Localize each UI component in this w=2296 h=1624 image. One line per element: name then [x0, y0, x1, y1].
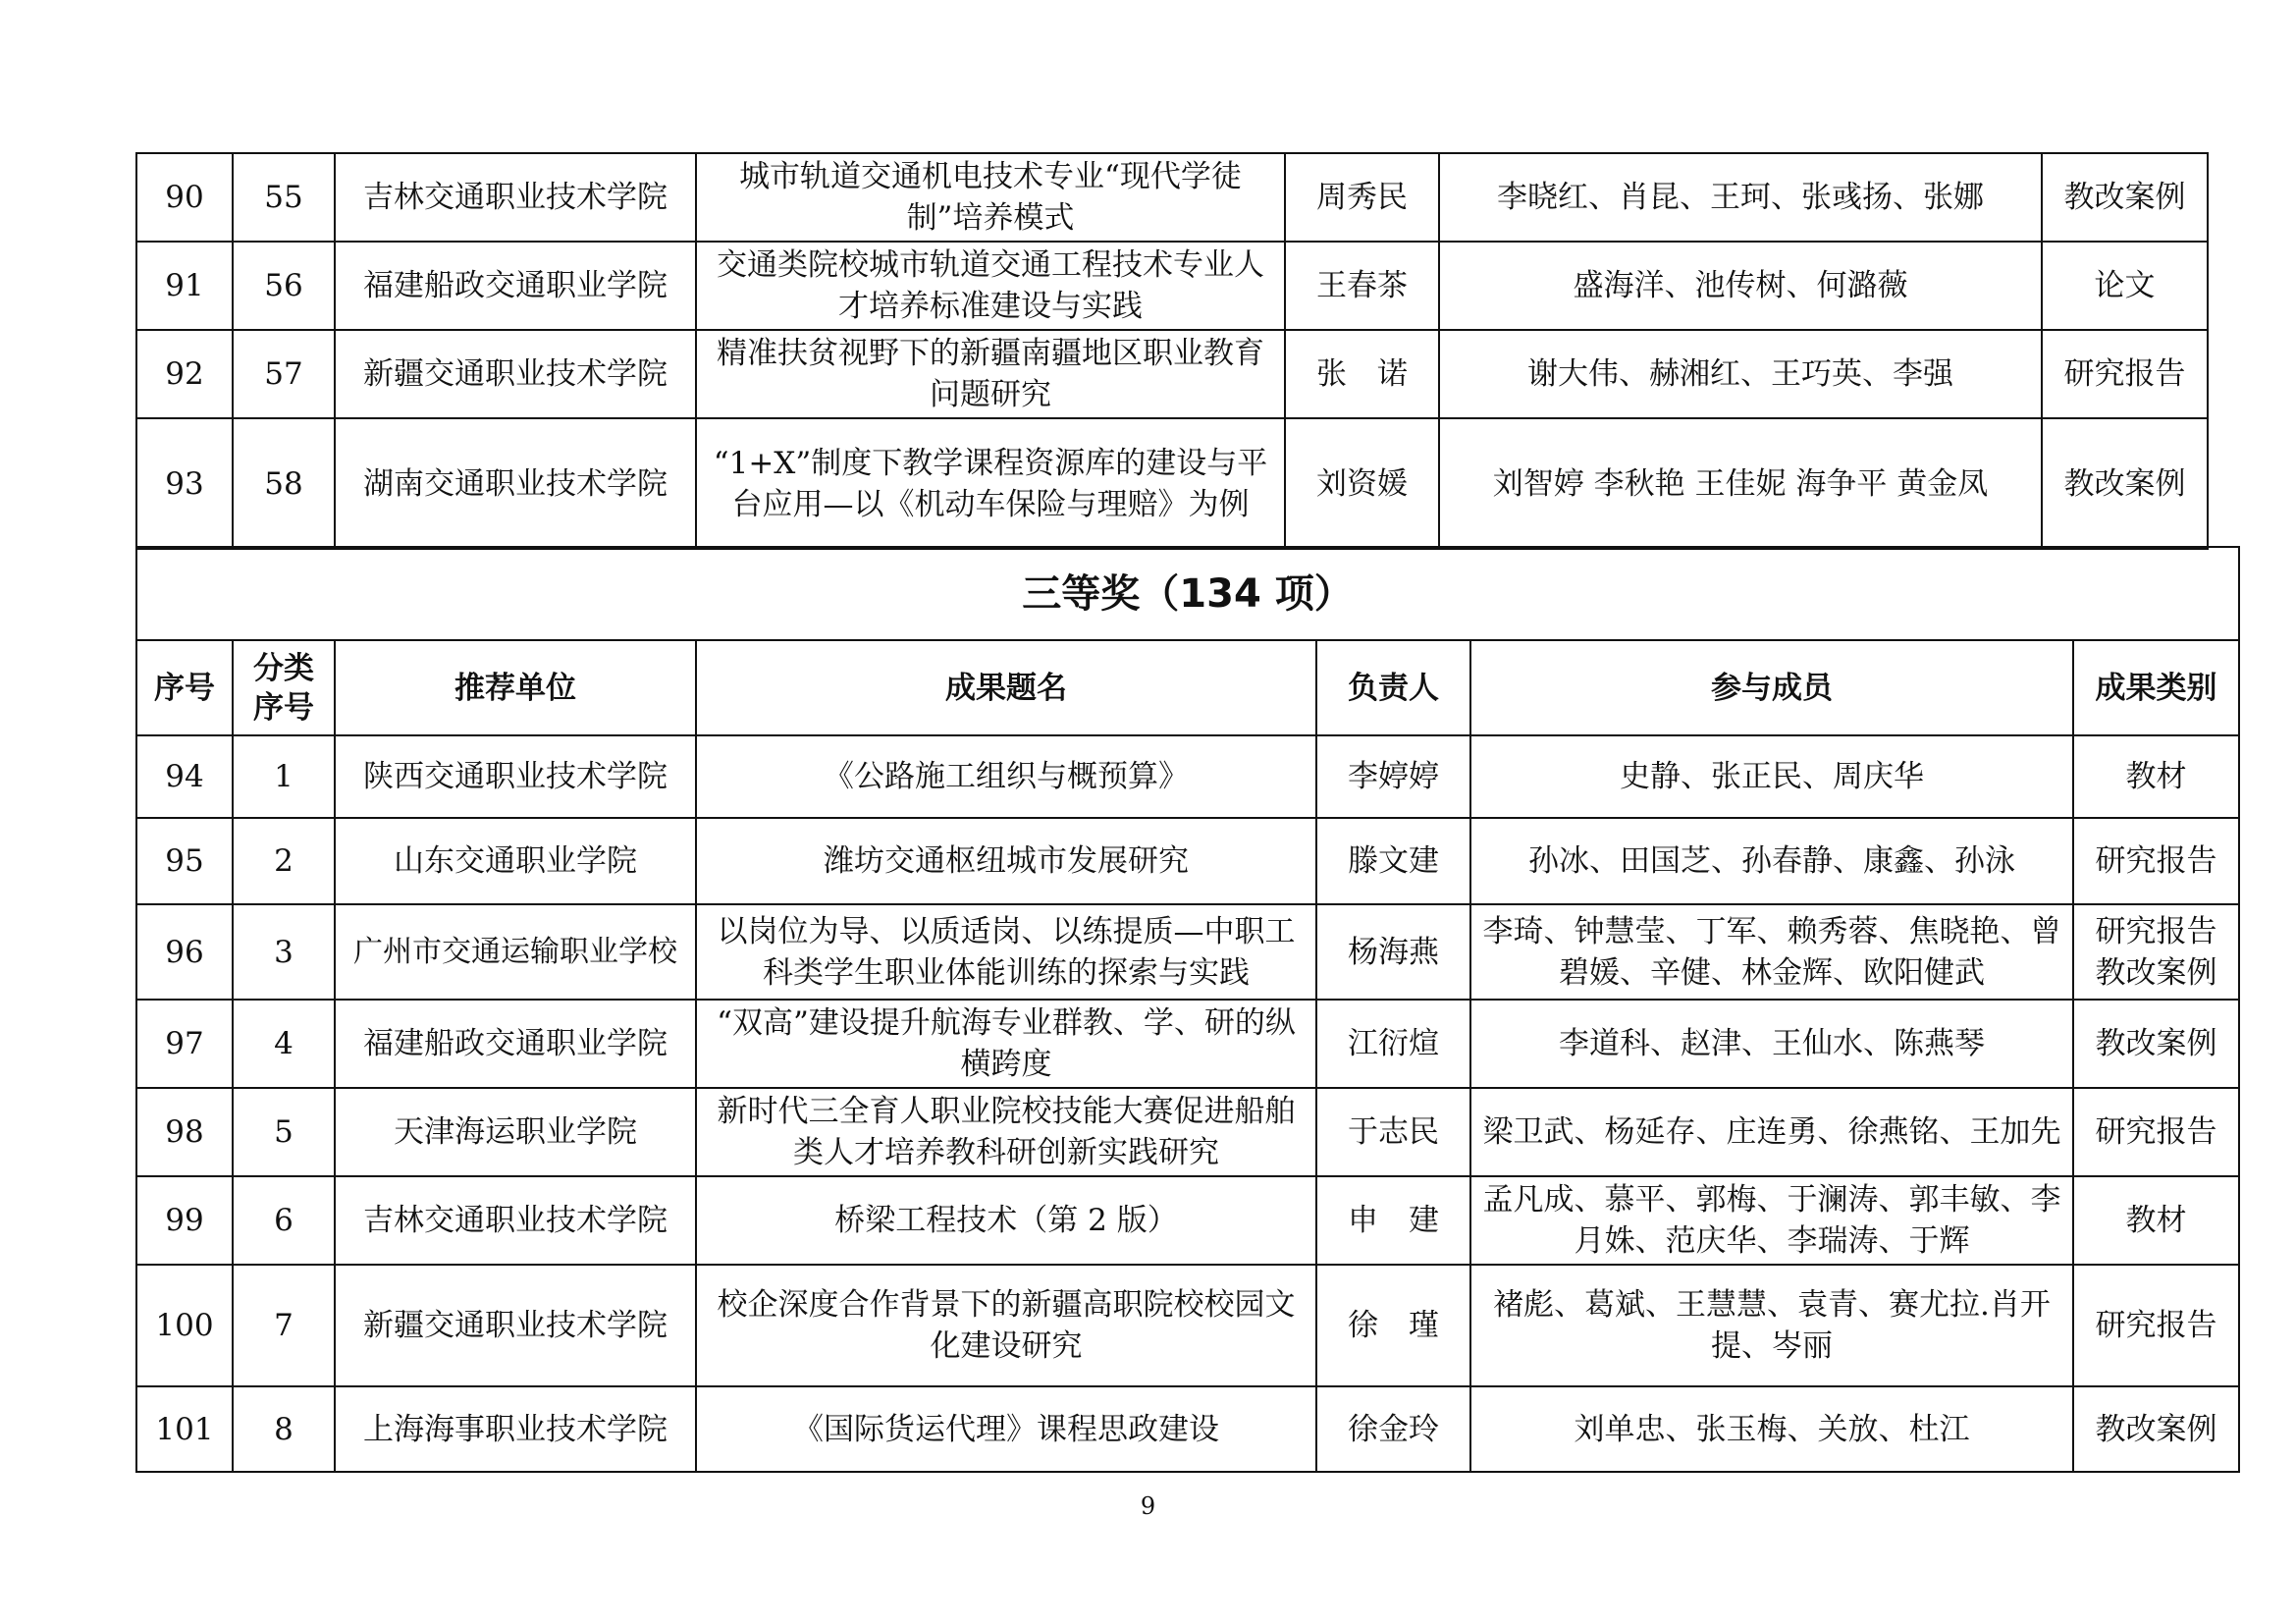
table-row [136, 330, 2208, 418]
cell-unit: 湖南交通职业技术学院 [335, 418, 696, 549]
cell-members: 盛海洋、池传树、何潞薇 [1439, 242, 2042, 330]
table-row [136, 1176, 2239, 1265]
cell-sub: 57 [233, 330, 335, 418]
header-members: 参与成员 [1470, 640, 2073, 735]
table-row [136, 818, 2239, 904]
cell-unit: 新疆交通职业技术学院 [335, 330, 696, 418]
cell-sub: 7 [233, 1265, 335, 1386]
cell-type: 教材 [2073, 735, 2239, 818]
cell-sub: 55 [233, 153, 335, 242]
cell-no: 93 [136, 418, 233, 549]
table-row [136, 1088, 2239, 1176]
cell-title: 新时代三全育人职业院校技能大赛促进船舶类人才培养教科研创新实践研究 [696, 1088, 1316, 1176]
cell-unit: 上海海事职业技术学院 [335, 1386, 696, 1472]
cell-members: 孟凡成、慕平、郭梅、于澜涛、郭丰敏、李月姝、范庆华、李瑞涛、于辉 [1470, 1176, 2073, 1265]
cell-lead: 徐金玲 [1316, 1386, 1470, 1472]
cell-no: 98 [136, 1088, 233, 1176]
cell-lead: 江衍煊 [1316, 1000, 1470, 1088]
cell-members: 李琦、钟慧莹、丁军、赖秀蓉、焦晓艳、曾碧媛、辛健、林金辉、欧阳健武 [1470, 904, 2073, 1000]
cell-lead: 刘资媛 [1285, 418, 1439, 549]
cell-no: 101 [136, 1386, 233, 1472]
cell-unit: 福建船政交通职业学院 [335, 1000, 696, 1088]
table-row [136, 735, 2239, 818]
cell-members: 褚彪、葛斌、王慧慧、袁青、赛尤拉.肖开提、岑丽 [1470, 1265, 2073, 1386]
cell-sub: 3 [233, 904, 335, 1000]
cell-type: 研究报告 [2073, 1088, 2239, 1176]
cell-sub: 56 [233, 242, 335, 330]
cell-no: 100 [136, 1265, 233, 1386]
cell-type-text: 研究报告教改案例 [2095, 913, 2217, 991]
table-row [136, 242, 2208, 330]
header-no: 序号 [136, 640, 233, 735]
header-type: 成果类别 [2073, 640, 2239, 735]
cell-sub: 2 [233, 818, 335, 904]
cell-unit: 广州市交通运输职业学校 [335, 904, 696, 1000]
cell-members: 史静、张正民、周庆华 [1470, 735, 2073, 818]
cell-lead: 周秀民 [1285, 153, 1439, 242]
cell-members: 孙冰、田国芝、孙春静、康鑫、孙泳 [1470, 818, 2073, 904]
cell-type: 研究报告 [2042, 330, 2208, 418]
cell-lead: 张 诺 [1285, 330, 1439, 418]
cell-sub: 8 [233, 1386, 335, 1472]
cell-type: 教材 [2073, 1176, 2239, 1265]
cell-lead: 李婷婷 [1316, 735, 1470, 818]
table-header-row [136, 640, 2239, 735]
table-continued [135, 152, 2209, 550]
cell-type: 教改案例 [2073, 1000, 2239, 1088]
cell-members: 谢大伟、赫湘红、王巧英、李强 [1439, 330, 2042, 418]
cell-type: 研究报告 [2073, 1265, 2239, 1386]
cell-members: 刘智婷 李秋艳 王佳妮 海争平 黄金凤 [1439, 418, 2042, 549]
cell-no: 90 [136, 153, 233, 242]
cell-title: “双高”建设提升航海专业群教、学、研的纵横跨度 [696, 1000, 1316, 1088]
cell-title: 桥梁工程技术（第 2 版） [696, 1176, 1316, 1265]
cell-title: 精准扶贫视野下的新疆南疆地区职业教育问题研究 [696, 330, 1285, 418]
cell-no: 92 [136, 330, 233, 418]
cell-unit: 新疆交通职业技术学院 [335, 1265, 696, 1386]
cell-sub: 5 [233, 1088, 335, 1176]
header-title: 成果题名 [696, 640, 1316, 735]
cell-members: 刘单忠、张玉梅、关放、杜江 [1470, 1386, 2073, 1472]
header-sub [233, 640, 335, 735]
cell-no: 91 [136, 242, 233, 330]
header-unit: 推荐单位 [335, 640, 696, 735]
cell-unit: 福建船政交通职业学院 [335, 242, 696, 330]
cell-unit: 吉林交通职业技术学院 [335, 153, 696, 242]
cell-lead: 徐 瑾 [1316, 1265, 1470, 1386]
cell-type: 教改案例 [2073, 1386, 2239, 1472]
cell-unit: 吉林交通职业技术学院 [335, 1176, 696, 1265]
cell-members: 李道科、赵津、王仙水、陈燕琴 [1470, 1000, 2073, 1088]
header-sub-text: 分类序号 [253, 650, 314, 726]
cell-unit: 山东交通职业学院 [335, 818, 696, 904]
cell-unit: 天津海运职业学院 [335, 1088, 696, 1176]
cell-title: 《公路施工组织与概预算》 [696, 735, 1316, 818]
header-lead: 负责人 [1316, 640, 1470, 735]
cell-no: 94 [136, 735, 233, 818]
cell-sub: 1 [233, 735, 335, 818]
cell-title: 潍坊交通枢纽城市发展研究 [696, 818, 1316, 904]
cell-no: 96 [136, 904, 233, 1000]
cell-no: 99 [136, 1176, 233, 1265]
table-row [136, 1265, 2239, 1386]
cell-lead: 王春茶 [1285, 242, 1439, 330]
award-heading: 三等奖（134 项） [136, 547, 2239, 640]
cell-sub: 4 [233, 1000, 335, 1088]
cell-lead: 申 建 [1316, 1176, 1470, 1265]
award-heading-row [136, 547, 2239, 640]
cell-type: 教改案例 [2042, 418, 2208, 549]
cell-lead: 于志民 [1316, 1088, 1470, 1176]
table-row [136, 1000, 2239, 1088]
table-row [136, 153, 2208, 242]
cell-type: 教改案例 [2042, 153, 2208, 242]
cell-type [2073, 904, 2239, 1000]
cell-lead: 滕文建 [1316, 818, 1470, 904]
cell-sub: 6 [233, 1176, 335, 1265]
table-row [136, 1386, 2239, 1472]
cell-members: 李晓红、肖昆、王珂、张彧扬、张娜 [1439, 153, 2042, 242]
cell-title: 交通类院校城市轨道交通工程技术专业人才培养标准建设与实践 [696, 242, 1285, 330]
cell-lead: 杨海燕 [1316, 904, 1470, 1000]
cell-title: 城市轨道交通机电技术专业“现代学徒制”培养模式 [696, 153, 1285, 242]
cell-no: 95 [136, 818, 233, 904]
cell-title: 校企深度合作背景下的新疆高职院校校园文化建设研究 [696, 1265, 1316, 1386]
cell-type: 论文 [2042, 242, 2208, 330]
table-third-prize [135, 546, 2240, 1473]
cell-type: 研究报告 [2073, 818, 2239, 904]
cell-members: 梁卫武、杨延存、庄连勇、徐燕铭、王加先 [1470, 1088, 2073, 1176]
table-row [136, 904, 2239, 1000]
cell-sub: 58 [233, 418, 335, 549]
table-row [136, 418, 2208, 549]
cell-title: “1+X”制度下教学课程资源库的建设与平台应用—以《机动车保险与理赔》为例 [696, 418, 1285, 549]
cell-no: 97 [136, 1000, 233, 1088]
page-number: 9 [1140, 1492, 1156, 1520]
cell-unit: 陕西交通职业技术学院 [335, 735, 696, 818]
cell-title: 以岗位为导、以质适岗、以练提质—中职工科类学生职业体能训练的探索与实践 [696, 904, 1316, 1000]
cell-title: 《国际货运代理》课程思政建设 [696, 1386, 1316, 1472]
